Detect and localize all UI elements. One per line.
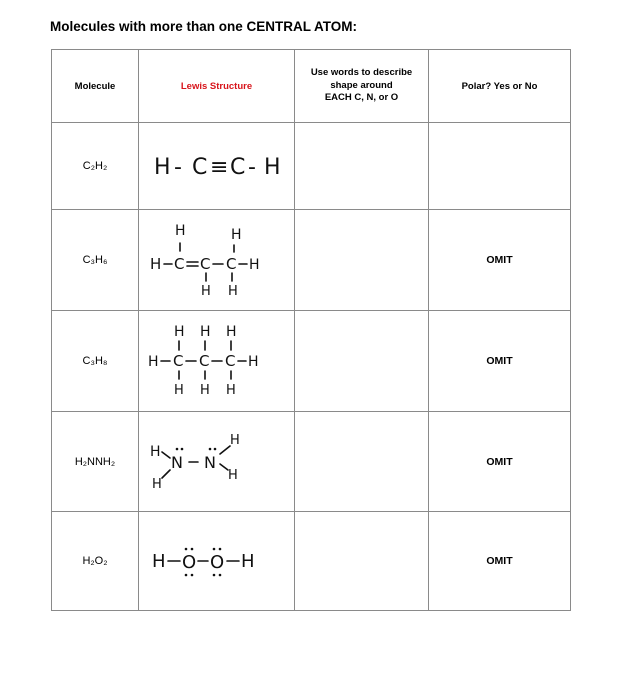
atom-label: H	[229, 432, 240, 448]
header-shape	[295, 50, 429, 123]
atom-label: H	[174, 223, 186, 239]
atom-label: O	[181, 552, 196, 573]
atom-label: H	[247, 354, 259, 370]
table-row	[52, 210, 571, 311]
atom-label: C	[225, 255, 236, 273]
lone-pair-dot	[218, 574, 221, 577]
atom-label: H	[248, 257, 260, 273]
polar-cell[interactable]	[429, 123, 571, 210]
polar-cell[interactable]: OMIT	[429, 512, 571, 611]
header-polar: Polar? Yes or No	[429, 50, 571, 123]
lone-pair-dot	[190, 574, 193, 577]
atom-label: H	[173, 383, 184, 398]
atom-label: H	[225, 324, 237, 340]
atom-label: H	[147, 354, 159, 370]
atom-label: H	[227, 467, 238, 483]
atom-label: H	[149, 443, 161, 460]
lewis-structure-n2h4	[139, 412, 295, 512]
atom-label: C	[172, 352, 183, 370]
atom-label: C	[229, 155, 245, 180]
header-shape-line3: EACH C, N, or O	[324, 92, 399, 104]
atom-label: C	[198, 352, 209, 370]
bond-line	[162, 452, 170, 458]
lone-pair-dot	[184, 548, 187, 551]
lone-pair-dot	[208, 447, 211, 450]
header-molecule: Molecule	[52, 50, 139, 123]
bond-label: -	[247, 155, 256, 180]
atom-label: H	[225, 383, 236, 398]
bond-line	[220, 464, 228, 470]
shape-cell[interactable]	[295, 412, 429, 512]
molecule-cell: C₃H₈	[52, 311, 139, 412]
page-title: Molecules with more than one CENTRAL ATOM:	[50, 19, 358, 34]
lone-pair-dot	[180, 447, 183, 450]
atom-label: N	[170, 452, 183, 472]
lewis-structure-h2o2	[139, 512, 295, 611]
lone-pair-dot	[184, 574, 187, 577]
atom-label: C	[173, 255, 184, 273]
atom-label: H	[200, 284, 211, 299]
atom-label: H	[149, 255, 161, 273]
polar-cell[interactable]: OMIT	[429, 311, 571, 412]
bond-label: ≡	[209, 155, 228, 180]
lone-pair-dot	[190, 548, 193, 551]
lewis-drawing-h2o2	[142, 531, 292, 591]
atom-label: H	[230, 227, 242, 243]
lewis-structure-c2h2	[139, 123, 295, 210]
lewis-drawing-c3h8	[142, 318, 292, 404]
molecule-cell: C₃H₆	[52, 210, 139, 311]
shape-cell[interactable]	[295, 123, 429, 210]
atom-label: C	[224, 352, 235, 370]
lewis-structure-c3h8	[139, 311, 295, 412]
atom-label: H	[240, 551, 255, 572]
polar-cell[interactable]: OMIT	[429, 210, 571, 311]
shape-cell[interactable]	[295, 311, 429, 412]
molecule-table	[51, 49, 571, 611]
lewis-structure-c3h6	[139, 210, 295, 311]
header-lewis-structure: Lewis Structure	[139, 50, 295, 123]
bond-line	[220, 446, 230, 454]
atom-label: H	[199, 383, 210, 398]
bond-label: -	[173, 155, 182, 180]
atom-label: H	[151, 551, 166, 572]
atom-label: C	[191, 155, 207, 180]
lewis-drawing-c2h2	[142, 136, 292, 196]
atom-label: N	[203, 452, 216, 472]
atom-label: H	[153, 155, 171, 180]
atom-label: C	[199, 255, 210, 273]
table-row	[52, 412, 571, 512]
header-shape-line2: shape around	[330, 79, 393, 91]
atom-label: H	[227, 284, 238, 299]
polar-cell[interactable]: OMIT	[429, 412, 571, 512]
atom-label: H	[199, 324, 211, 340]
atom-label: H	[263, 155, 281, 180]
molecule-cell: C₂H₂	[52, 123, 139, 210]
lone-pair-dot	[218, 548, 221, 551]
shape-cell[interactable]	[295, 512, 429, 611]
lone-pair-dot	[212, 548, 215, 551]
molecule-cell: H₂NNH₂	[52, 412, 139, 512]
lewis-drawing-c3h6	[142, 217, 292, 303]
atom-label: H	[173, 324, 185, 340]
atom-label: O	[209, 552, 224, 573]
header-row	[52, 50, 571, 123]
molecule-cell: H₂O₂	[52, 512, 139, 611]
bond-line	[162, 470, 170, 478]
table-row	[52, 123, 571, 210]
table-row	[52, 512, 571, 611]
atom-label: H	[151, 476, 162, 492]
lone-pair-dot	[212, 574, 215, 577]
table-row	[52, 311, 571, 412]
header-shape-line1: Use words to describe	[310, 67, 413, 79]
lone-pair-dot	[213, 447, 216, 450]
lone-pair-dot	[175, 447, 178, 450]
lewis-drawing-n2h4	[142, 422, 292, 502]
shape-cell[interactable]	[295, 210, 429, 311]
